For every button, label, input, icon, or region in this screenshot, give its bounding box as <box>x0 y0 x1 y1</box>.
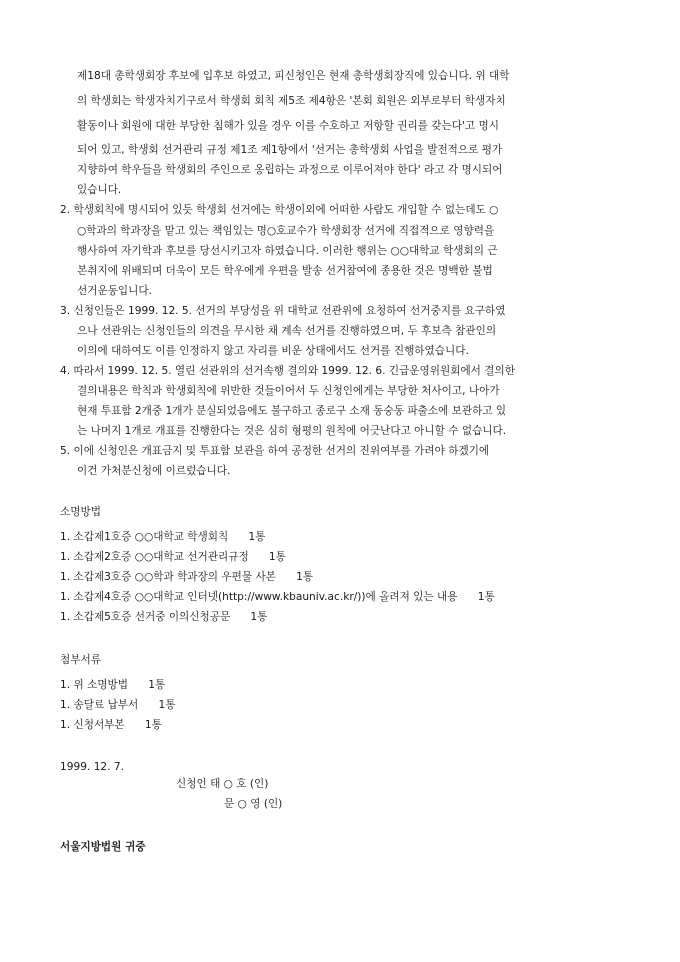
attachment-item: 1. 송달료 납부서 1통 <box>60 699 176 711</box>
para1-line: 제18대 총학생회장 후보에 입후보 하였고, 피신청인은 현재 총학생회장직에 있습니다. 위 대학 <box>77 70 510 82</box>
item-line: 행사하여 자기학과 후보를 당선시키고자 하였습니다. 이러한 행위는 ○○대학교 학생회의 근 <box>77 245 498 257</box>
evidence-item: 1. 소갑제3호증 ○○학과 학과장의 우편물 사본 1통 <box>60 571 314 583</box>
evidence-item: 1. 소갑제5호증 선거중 이의신청공문 1통 <box>60 611 268 623</box>
filing-date: 1999. 12. 7. <box>60 761 125 773</box>
attachment-item: 1. 신청서부본 1통 <box>60 719 162 731</box>
item-line: ○학과의 학과장을 맡고 있는 책임있는 명○호교수가 학생회장 선거에 직접적으로 영향력을 <box>77 225 495 237</box>
evidence-item: 1. 소갑제2호증 ○○대학교 선거관리규정 1통 <box>60 551 286 563</box>
para1-line: 지향하여 학우들을 학생회의 주인으로 옹립하는 과정으로 이루어져야 한다' 라고 각 명시되어 <box>77 164 503 176</box>
item-line: 2. 학생회칙에 명시되어 있듯 학생회 선거에는 학생이외에 어떠한 사람도 개입할 수 없는데도 ○ <box>60 204 499 216</box>
item-line: 결의내용은 학칙과 학생회칙에 위반한 것들이어서 두 신청인에게는 부당한 처사이고, 나아가 <box>77 385 500 397</box>
applicant-line-1: 신청인 태 ○ 호 (인) <box>176 778 269 790</box>
item-line: 현재 투표함 2개중 1개가 분실되었음에도 불구하고 종로구 소재 동숭동 파출소에 보관하고 있 <box>77 405 507 417</box>
applicant-line-2: 문 ○ 영 (인) <box>224 798 283 810</box>
item-line: 는 나머지 1개로 개표를 진행한다는 것은 심히 형평의 원칙에 어긋난다고 아니할 수 없습니다. <box>77 425 507 437</box>
item-line: 4. 따라서 1999. 12. 5. 열린 선관위의 선거속행 결의와 1999. 12. 6. 긴급운영위원회에서 결의한 <box>60 365 515 377</box>
item-line: 선거운동입니다. <box>77 285 153 297</box>
item-line: 이의에 대하여도 이를 인정하지 않고 자리를 비운 상태에서도 선거를 진행하였습니다. <box>77 345 469 357</box>
attachment-item: 1. 위 소명방법 1통 <box>60 679 166 691</box>
evidence-heading: 소명방법 <box>60 506 101 518</box>
item-line: 5. 이에 신청인은 개표금지 및 투표함 보관을 하여 공정한 선거의 진위여부를 가려야 하겠기에 <box>60 445 490 457</box>
para1-line: 되어 있고, 학생회 선거관리 규정 제1조 제1항에서 '선거는 총학생회 사업을 발전적으로 평가 <box>77 144 503 156</box>
evidence-item: 1. 소갑제1호증 ○○대학교 학생회칙 1통 <box>60 531 266 543</box>
court-addressee: 서울지방법원 귀중 <box>60 841 146 853</box>
evidence-item: 1. 소갑제4호증 ○○대학교 인터넷(http://www.kbauniv.ac.kr/))에 올려져 있는 내용 1통 <box>60 591 495 603</box>
para1-line: 의 학생회는 학생자치기구로서 학생회 회칙 제5조 제4항은 '본회 회원은 외부로부터 학생자치 <box>77 95 506 107</box>
para1-line: 있습니다. <box>77 184 122 196</box>
item-line: 본취지에 위배되며 더욱이 모든 학우에게 우편을 발송 선거참여에 종용한 것은 명백한 불법 <box>77 265 493 277</box>
item-line: 3. 신청인들은 1999. 12. 5. 선거의 부당성을 위 대학교 선관위에 요청하여 선거중지를 요구하였 <box>60 305 506 317</box>
item-line: 이건 가처분신청에 이르렀습니다. <box>77 465 231 477</box>
attachments-heading: 첨부서류 <box>60 654 101 666</box>
para1-line: 활동이나 회원에 대한 부당한 침해가 있을 경우 이를 수호하고 저항할 권리를 갖는다'고 명시 <box>77 120 499 132</box>
item-line: 으나 선관위는 신청인들의 의견을 무시한 채 계속 선거를 진행하였으며, 두 후보측 참관인의 <box>77 325 497 337</box>
